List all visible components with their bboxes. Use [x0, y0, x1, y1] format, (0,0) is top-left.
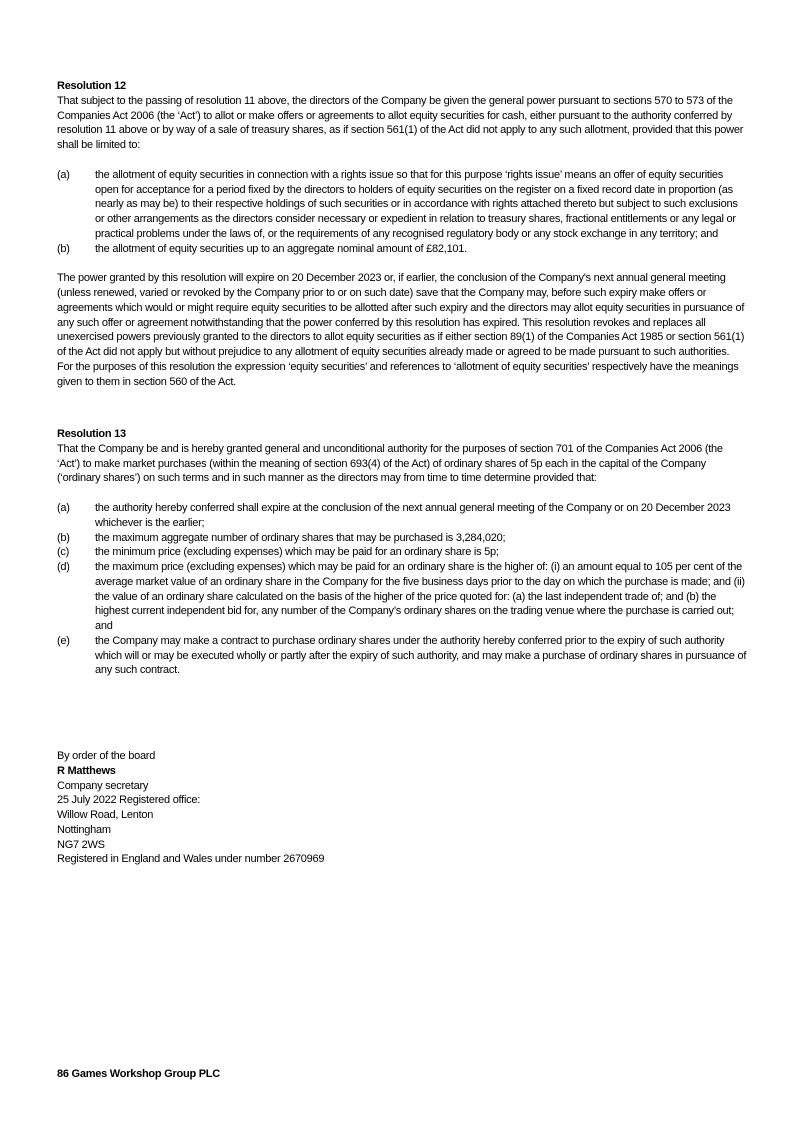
list-marker: (e) — [57, 634, 70, 647]
resolution-12-heading: Resolution 12 — [57, 80, 126, 92]
list-item-text: the authority hereby conferred shall expire at the conclusion of the next annual general meeting of the Company or on 20 December 2023 whichever is the earlier; — [95, 502, 731, 529]
list-item-a — [57, 168, 747, 242]
list-marker: (b) — [57, 531, 70, 544]
list-item-a — [57, 501, 747, 531]
list-item-c — [57, 545, 747, 560]
list-item-text: the maximum price (excluding expenses) which may be paid for an ordinary share is the higher of: (i) an amount equal to 105 per cent of the average market value of an ordinary share in the Company for the five business days prior to the day on which the purchase is made; and (ii) the value of an ordinary share calculated on the basis of the higher of the price quoted for: (a) the last independent trade of; and (b) the highest current independent bid for, any number of the Company’s ordinary shares on the trading venue where the purchase is carried out; and — [95, 561, 745, 632]
resolution-13-heading: Resolution 13 — [57, 428, 126, 440]
list-item-d — [57, 560, 747, 634]
list-item-text: the allotment of equity securities up to an aggregate nominal amount of £82,101. — [95, 242, 467, 255]
page-footer — [57, 1067, 747, 1082]
signature-block — [57, 749, 747, 867]
list-marker: (c) — [57, 546, 70, 559]
resolution-13-list — [57, 501, 747, 678]
list-item-text: the Company may make a contract to purchase ordinary shares under the authority hereby conferred prior to the expiry of such authority which will or may be executed wholly or partly after the expiry of such authority, and may make a purchase of ordinary shares in pursuance of any such contract. — [95, 634, 747, 677]
resolution-12-intro: That subject to the passing of resolution 11 above, the directors of the Company be given the general power pursuant to sections 570 to 573 of the Companies Act 2006 (the ‘Act’) to allot or make offers or agreements to allot equity securities for cash, either pursuant to the authority conferred by resolution 11 above or by way of a sale of treasury shares, as if section 561(1) of the Act did not apply to any such allotment, provided that this power shall be limited to: — [57, 94, 744, 151]
resolution-13-intro: That the Company be and is hereby granted general and unconditional authority for the purposes of section 701 of the Companies Act 2006 (the ‘Act’) to make market purchases (within the meaning of section 693(4) of the Act) of ordinary shares of 5p each in the capital of the Company (‘ordinary shares’) on such terms and in such manner as the directors may from time to time determine provided that: — [57, 442, 723, 485]
list-item-b — [57, 531, 747, 546]
list-marker: (a) — [57, 168, 70, 181]
list-item-b — [57, 242, 747, 257]
list-marker: (a) — [57, 502, 70, 514]
resolution-12-section — [57, 79, 747, 389]
date-registered-office-line: 25 July 2022 Registered office: — [57, 794, 201, 807]
list-marker: (b) — [57, 242, 70, 255]
postcode: NG7 2WS — [57, 838, 105, 851]
secretary-name: R Matthews — [57, 764, 116, 777]
list-item-text: the maximum aggregate number of ordinary shares that may be purchased is 3,284,020; — [95, 531, 506, 544]
resolution-12-closing: The power granted by this resolution will expire on 20 December 2023 or, if earlier, the conclusion of the Company's next annual general meeting (unless renewed, varied or revoked by the Company prior to or on such date) save that the Company may, before such expiry make offers or agreements which would or might require equity securities to be allotted after such expiry and the directors may allot equity securities in pursuance of any such offer or agreement notwithstanding that the power conferred by this resolution has expired. This resolution revokes and replaces all unexercised powers previously granted to the directors to allot equity securities as if either section 89(1) of the Companies Act 1985 or section 561(1) of the Act did not apply but without prejudice to any allotment of equity securities already made or agreed to be made pursuant to such authorities. For the purposes of this resolution the expression ‘equity securities’ and references to ‘allotment of equity securities’ respectively have the meanings given to them in section 560 of the Act. — [57, 272, 745, 388]
list-item-e — [57, 634, 747, 678]
resolution-13-section — [57, 427, 747, 678]
address-line-1: Willow Road, Lenton — [57, 809, 154, 821]
by-order-line: By order of the board — [57, 750, 156, 762]
list-item-text: the allotment of equity securities in connection with a rights issue so that for this purpose ‘rights issue’ means an offer of equity securities open for acceptance for a period fixed by the directors to holders of equity securities on the register on a fixed record date in proportion (as nearly as may be) to their respective holdings of such securities or in accordance with rights attached thereto but subject to such exclusions or other arrangements as the directors consider necessary or expedient in relation to treasury shares, fractional entitlements or any legal or practical problems under the laws of, or the requirements of any recognised regulatory body or any stock exchange in any territory; and — [95, 168, 738, 240]
registration-number-line: Registered in England and Wales under number 2670969 — [57, 853, 325, 866]
address-line-2: Nottingham — [57, 823, 111, 836]
secretary-title: Company secretary — [57, 779, 149, 792]
resolution-12-list — [57, 168, 747, 257]
list-marker: (d) — [57, 561, 70, 573]
footer-page-label: 86 Games Workshop Group PLC — [57, 1068, 220, 1080]
list-item-text: the minimum price (excluding expenses) which may be paid for an ordinary share is 5p; — [95, 546, 499, 559]
